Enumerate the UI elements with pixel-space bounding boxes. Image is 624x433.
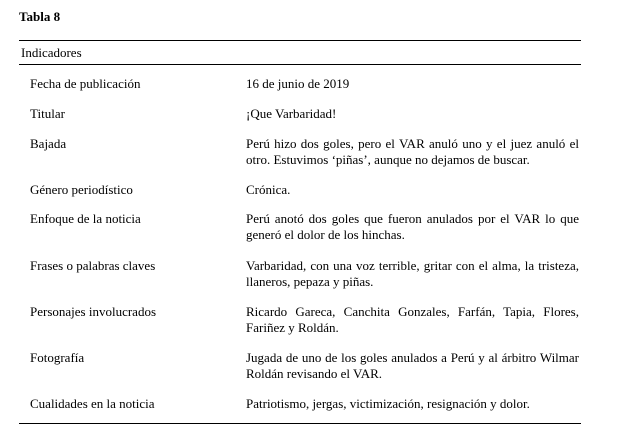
- row-label: Enfoque de la noticia: [30, 211, 141, 226]
- row-value: Perú hizo dos goles, pero el VAR anuló uno y el juez anuló el otro. Estuvimos ‘piñas’, aunque no dejamos de buscar.: [246, 136, 579, 167]
- row-value: Varbaridad, con una voz terrible, gritar con el alma, la tristeza, llaneros, pepaza y piñas.: [246, 258, 579, 289]
- row-value: Jugada de uno de los goles anulados a Perú y al árbitro Wilmar Roldán revisando el VAR.: [246, 350, 579, 381]
- top-rule: [19, 40, 581, 41]
- row-value: Perú anotó dos goles que fueron anulados por el VAR lo que generó el dolor de los hinchas.: [246, 211, 579, 242]
- row-label: Fecha de publicación: [30, 76, 141, 91]
- header-rule: [19, 64, 581, 65]
- table-header: Indicadores: [21, 45, 82, 60]
- row-label: Frases o palabras claves: [30, 258, 156, 273]
- row-value: Ricardo Gareca, Canchita Gonzales, Farfán, Tapia, Flores, Fariñez y Roldán.: [246, 304, 579, 335]
- row-label: Personajes involucrados: [30, 304, 157, 319]
- row-value: ¡Que Varbaridad!: [246, 106, 337, 121]
- row-value: Crónica.: [246, 182, 291, 197]
- row-label: Titular: [30, 106, 65, 121]
- row-label: Bajada: [30, 136, 67, 151]
- row-label: Cualidades en la noticia: [30, 396, 155, 411]
- row-value: Patriotismo, jergas, victimización, resignación y dolor.: [246, 396, 530, 411]
- table-caption: Tabla 8: [19, 9, 61, 24]
- bottom-rule: [19, 423, 581, 424]
- row-label: Fotografía: [30, 350, 85, 365]
- row-value: 16 de junio de 2019: [246, 76, 350, 91]
- row-label: Género periodístico: [30, 182, 133, 197]
